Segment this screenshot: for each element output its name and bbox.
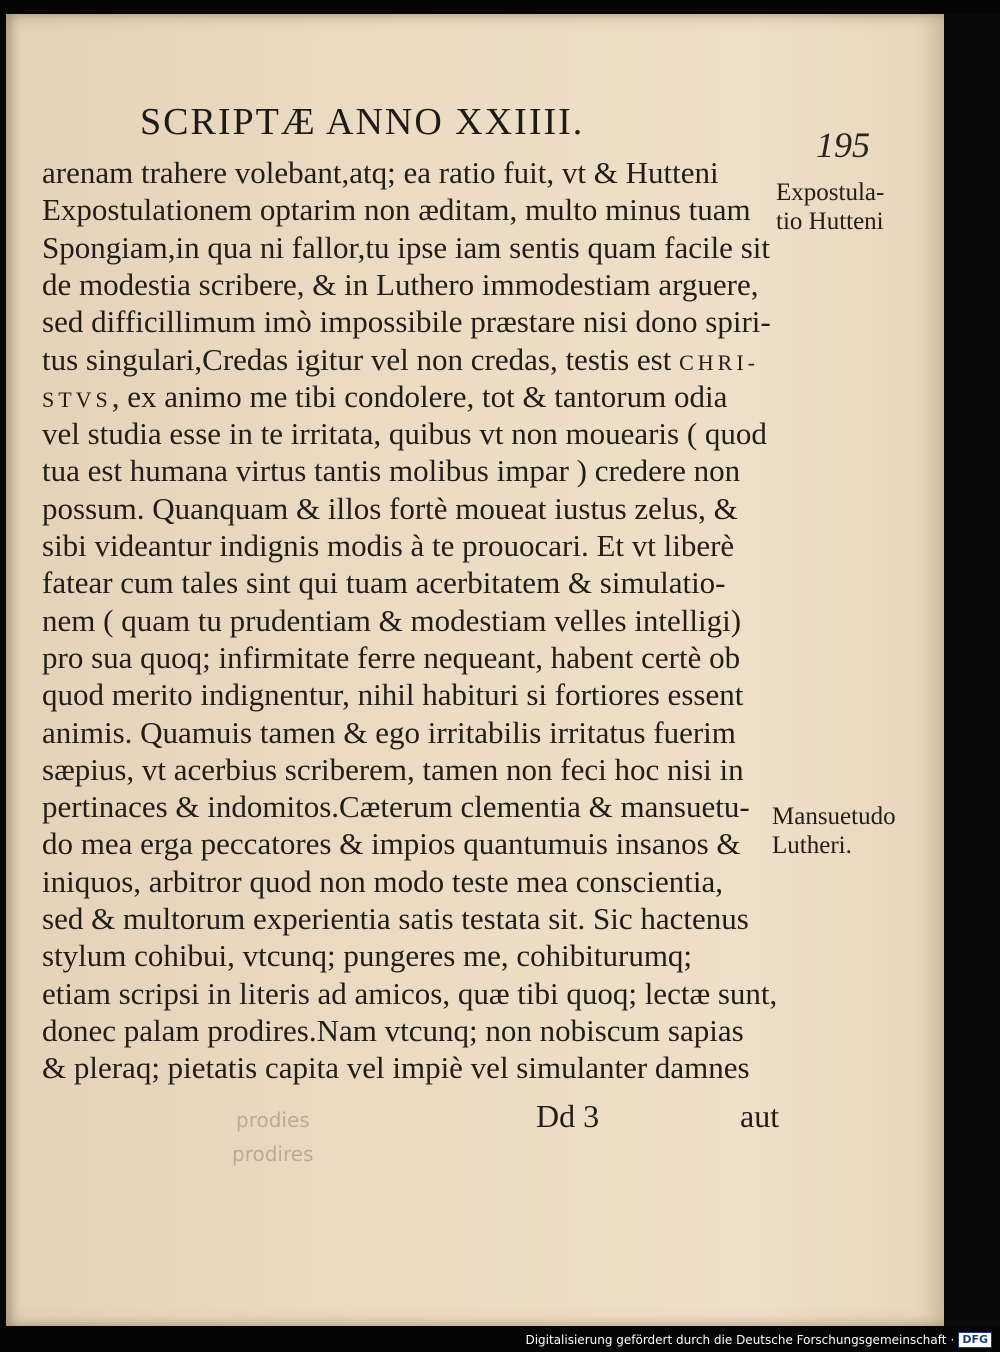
text-segment: sed & multorum experientia satis testata sit. Sic hactenus (42, 901, 749, 936)
text-line (42, 975, 777, 1012)
text-line (42, 937, 692, 974)
text-segment: Expostulationem optarim non æditam, multo minus tuam (42, 192, 751, 228)
book-page (6, 14, 944, 1326)
text-segment: fatear cum tales sint qui tuam acerbitatem & simulatio- (42, 565, 726, 601)
signature-text: Dd 3 (536, 1098, 600, 1134)
text-segment: nem ( quam tu prudentiam & modestiam velles intelligi) (42, 602, 742, 638)
margin-note-line: Expostula- (776, 179, 885, 206)
text-line (42, 154, 719, 191)
text-segment: donec palam prodires.Nam vtcunq; non nobiscum sapias (42, 1012, 744, 1048)
footer-credit: Digitalisierung gefördert durch die Deutsche Forschungsgemeinschaft (525, 1333, 947, 1347)
text-line (42, 751, 744, 788)
text-line (42, 490, 738, 527)
text-line (42, 452, 740, 489)
text-segment: etiam scripsi in literis ad amicos, quæ tibi quoq; lectæ sunt, (42, 975, 778, 1011)
text-segment: animis. Quamuis tamen & ego irritabilis irritatus fuerim (42, 714, 736, 750)
text-segment: sæpius, vt acerbius scriberem, tamen non feci hoc nisi in (42, 751, 744, 787)
text-line (42, 1049, 750, 1086)
text-line (42, 564, 726, 601)
text-segment: possum. Quanquam & illos fortè moueat iustus zelus, & (42, 490, 738, 526)
text-segment: Spongiam,in qua ni fallor,tu ipse iam sentis quam facile sit (42, 229, 770, 265)
text-line (42, 676, 743, 713)
text-line (42, 1012, 744, 1049)
text-line (42, 714, 736, 751)
digitization-footer: Digitalisierung gefördert durch die Deutsche Forschungsgemeinschaft · DFG (525, 1332, 992, 1348)
text-line (42, 639, 740, 676)
catchword: aut (740, 1098, 780, 1134)
dfg-logo: DFG (958, 1332, 992, 1348)
text-line (42, 341, 759, 381)
margin-note-line: tio Hutteni (776, 208, 884, 235)
text-segment: & pleraq; pietatis capita vel impiè vel simulanter damnes (42, 1050, 750, 1086)
margin-note-line: Lutheri. (772, 832, 852, 859)
text-line (42, 863, 723, 900)
text-segment: do mea erga peccatores & impios quantumuis insanos & (42, 826, 741, 862)
text-line (42, 415, 767, 452)
text-segment: CHRI- (679, 349, 759, 375)
text-segment: , ex animo me tibi condolere, tot & tantorum odia (111, 378, 728, 414)
text-segment: quod merito indignentur, nihil habituri si fortiores essent (42, 677, 744, 713)
text-line (42, 788, 750, 825)
text-line (42, 303, 771, 340)
text-line (42, 900, 749, 937)
signature-mark (536, 1098, 599, 1135)
scan-edge (944, 14, 1000, 1326)
text-segment: arenam trahere volebant,atq; ea ratio fuit, vt & Hutteni (42, 155, 719, 190)
text-segment: de modestia scribere, & in Luthero immodestiam arguere, (42, 266, 759, 302)
text-segment: pro sua quoq; infirmitate ferre nequeant, habent certè ob (42, 639, 741, 675)
text-line (42, 191, 751, 228)
pencil-note: prodires (232, 1142, 314, 1166)
text-line (42, 229, 770, 266)
text-segment: sed difficillimum imò impossibile præstare nisi dono spiri- (42, 304, 771, 340)
text-segment: STVS (42, 386, 112, 412)
pencil-note: prodies (236, 1108, 310, 1132)
text-line (42, 527, 734, 564)
text-segment: sibi videantur indignis modis à te prouocari. Et vt liberè (42, 528, 735, 563)
text-line (42, 825, 741, 862)
text-segment: iniquos, arbitror quod non modo teste mea conscientia, (42, 863, 723, 899)
text-line (42, 378, 727, 418)
text-segment: stylum cohibui, vtcunq; pungeres me, cohibiturumq; (42, 938, 693, 974)
text-segment: pertinaces & indomitos.Cæterum clementia & mansuetu- (42, 789, 750, 825)
text-line (42, 602, 741, 639)
page-number: 195 (816, 125, 870, 165)
margin-note-expostulatio (776, 178, 884, 236)
margin-note-mansuetudo (772, 802, 896, 860)
text-segment: vel studia esse in te irritata, quibus vt non mouearis ( quod (42, 416, 767, 452)
margin-note-line: Mansuetudo (772, 803, 896, 830)
text-line (42, 266, 759, 303)
text-segment: tus singulari,Credas igitur vel non credas, testis est (42, 341, 680, 377)
running-header: SCRIPTÆ ANNO XXIIII. (140, 101, 585, 143)
text-segment: tua est humana virtus tantis molibus impar ) credere non (42, 453, 741, 489)
